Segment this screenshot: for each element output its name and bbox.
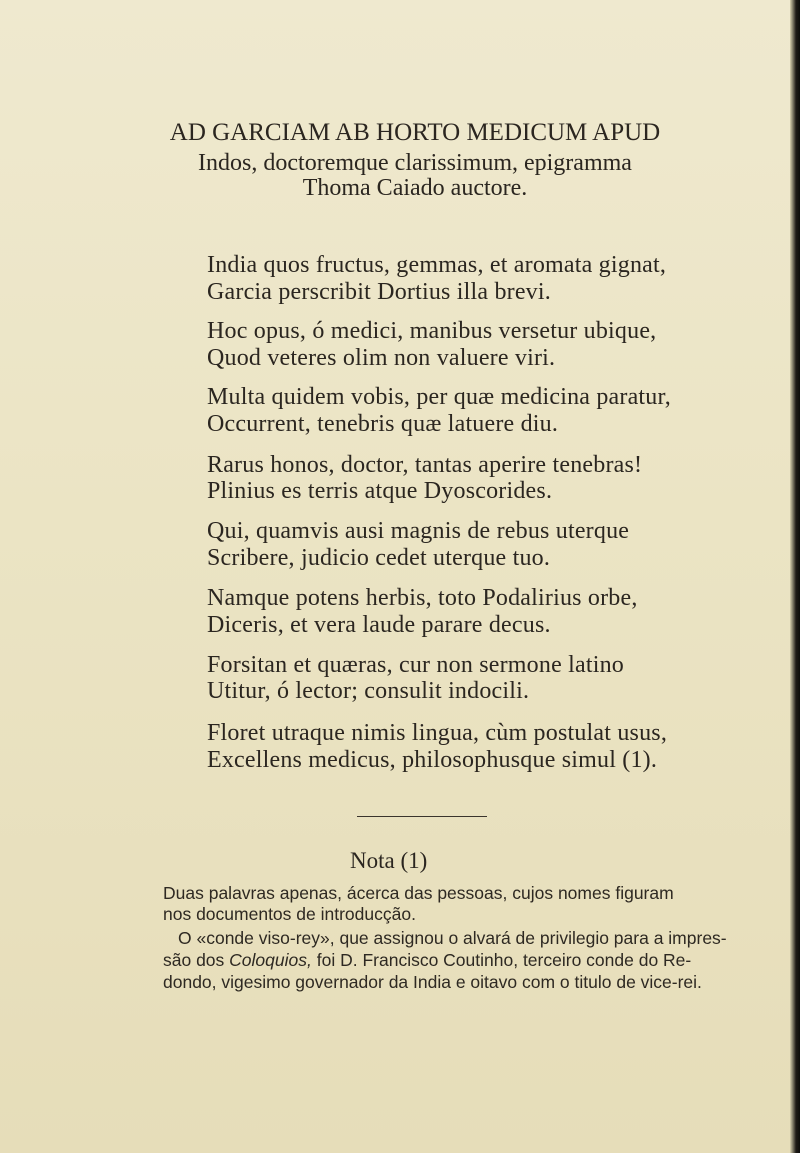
epigram-title-line-3: Thoma Caiado auctore. bbox=[302, 175, 528, 201]
epigram-title-line-1: AD GARCIAM AB HORTO MEDICUM APUD bbox=[169, 119, 661, 146]
note-text-line bbox=[163, 950, 723, 971]
epigram-title-line-2: Indos, doctoremque clarissimum, epigramma bbox=[198, 150, 632, 176]
verse-line: Plinius es terris atque Dyoscorides. bbox=[207, 478, 553, 504]
note-text-fragment: são dos bbox=[163, 950, 225, 970]
note-text-line: nos documentos de introducção. bbox=[163, 904, 416, 924]
note-text-line: O «conde viso-rey», que assignou o alvará de privilegio para a impres- bbox=[178, 928, 727, 948]
note-heading: Nota (1) bbox=[350, 848, 428, 873]
verse-line: Multa quidem vobis, per quæ medicina paratur, bbox=[207, 384, 671, 410]
verse-line: Qui, quamvis ausi magnis de rebus uterque bbox=[207, 518, 630, 544]
section-divider bbox=[357, 816, 487, 817]
book-title-coloquios: Coloquios, bbox=[229, 950, 312, 970]
verse-line: Excellens medicus, philosophusque simul (1). bbox=[207, 747, 658, 773]
page-edge-shadow bbox=[790, 0, 800, 1153]
verse-line: Garcia perscribit Dortius illa brevi. bbox=[207, 279, 551, 305]
verse-line: Hoc opus, ó medici, manibus versetur ubique, bbox=[207, 318, 657, 344]
verse-line: Floret utraque nimis lingua, cùm postulat usus, bbox=[207, 720, 668, 746]
note-text-line: dondo, vigesimo governador da India e oitavo com o titulo de vice-rei. bbox=[163, 972, 702, 992]
verse-line: Utitur, ó lector; consulit indocili. bbox=[207, 678, 530, 704]
verse-line: Rarus honos, doctor, tantas aperire tenebras! bbox=[207, 452, 643, 478]
verse-line: Diceris, et vera laude parare decus. bbox=[207, 612, 551, 638]
verse-line: Quod veteres olim non valuere viri. bbox=[207, 345, 556, 371]
note-text-fragment: foi D. Francisco Coutinho, terceiro conde do Re- bbox=[316, 950, 692, 970]
verse-line: Forsitan et quæras, cur non sermone latino bbox=[207, 652, 624, 678]
verse-line: Occurrent, tenebris quæ latuere diu. bbox=[207, 411, 559, 437]
verse-line: India quos fructus, gemmas, et aromata gignat, bbox=[207, 252, 667, 278]
note-text-line: Duas palavras apenas, ácerca das pessoas, cujos nomes figuram bbox=[163, 883, 674, 903]
verse-line: Scribere, judicio cedet uterque tuo. bbox=[207, 545, 551, 571]
verse-line: Namque potens herbis, toto Podalirius orbe, bbox=[207, 585, 638, 611]
